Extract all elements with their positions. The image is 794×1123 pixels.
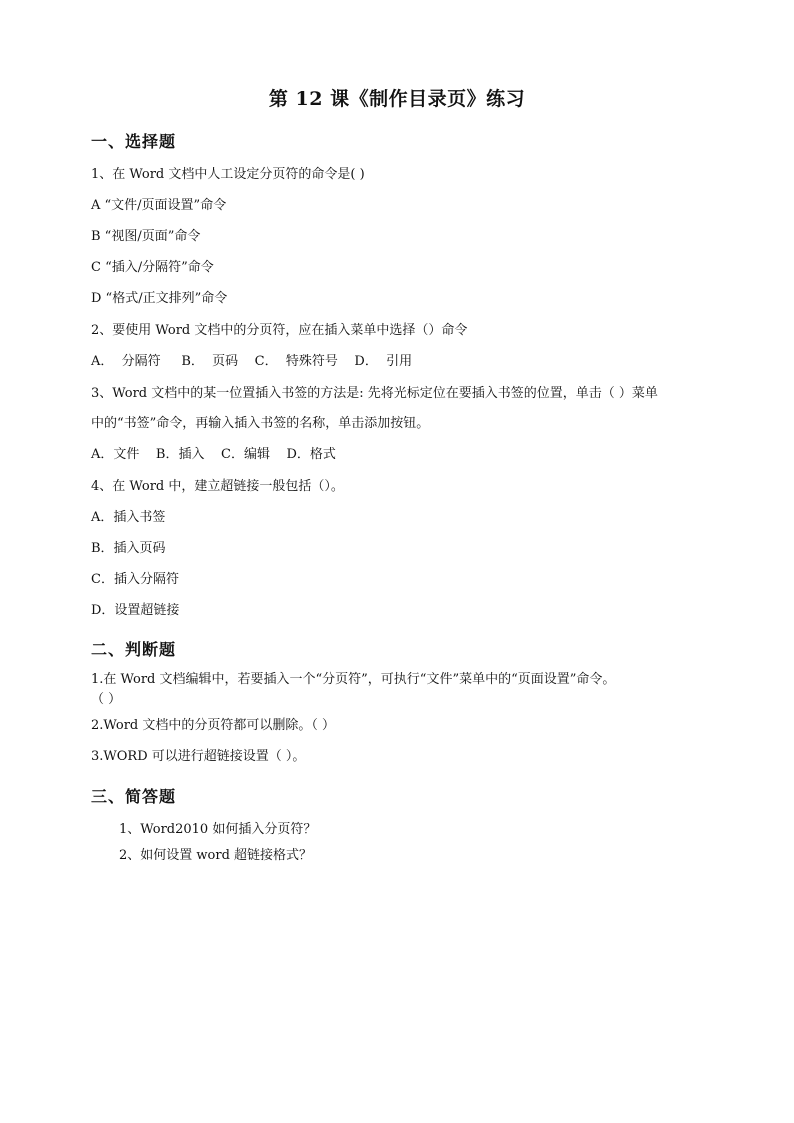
- judge-item-3: 3.WORD 可以进行超链接设置（ ）。: [91, 749, 306, 764]
- question-4-option-d: D．设置超链接: [91, 603, 180, 618]
- section-heading-choice: 一、选择题: [91, 132, 177, 151]
- judge-item-1: 1.在 Word 文档编辑中，若要插入一个“分页符”，可执行“文件”菜单中的“页面设置”命令。: [91, 672, 616, 687]
- judge-item-1-bracket: （ ）: [91, 692, 122, 707]
- question-4-option-a: A．插入书签: [91, 510, 166, 525]
- question-4-stem: 4、在 Word 中，建立超链接一般包括（）。: [91, 479, 344, 494]
- question-1-stem: 1、在 Word 文档中人工设定分页符的命令是( ): [91, 167, 365, 182]
- section-heading-short: 三、简答题: [91, 787, 177, 806]
- section-heading-judge: 二、判断题: [91, 640, 177, 659]
- question-3-options: A．文件 B．插入 C．编辑 D．格式: [91, 447, 336, 462]
- question-1-option-c: C “插入/分隔符”命令: [91, 260, 214, 275]
- question-1-option-d: D “格式/正文排列”命令: [91, 291, 228, 306]
- question-2-options: A． 分隔符 B． 页码 C． 特殊符号 D． 引用: [91, 354, 413, 369]
- short-item-1: 1、Word2010 如何插入分页符？: [119, 822, 317, 837]
- question-3-stem-line-2: 中的“书签”命令，再输入插入书签的名称，单击添加按钮。: [91, 416, 430, 431]
- judge-item-2: 2.Word 文档中的分页符都可以删除。（ ）: [91, 718, 336, 733]
- page-title: 第 12 课《制作目录页》练习: [268, 88, 526, 110]
- question-4-option-c: C．插入分隔符: [91, 572, 179, 587]
- short-item-2: 2、如何设置 word 超链接格式？: [119, 848, 313, 863]
- question-2-stem: 2、要使用 Word 文档中的分页符，应在插入菜单中选择（）命令: [91, 323, 468, 338]
- question-1-option-b: B “视图/页面”命令: [91, 229, 201, 244]
- question-3-stem-line-1: 3、Word 文档中的某一位置插入书签的方法是: 先将光标定位在要插入书签的位置，单击（ ）菜单: [91, 386, 658, 401]
- question-4-option-b: B．插入页码: [91, 541, 166, 556]
- question-1-option-a: A “文件/页面设置”命令: [91, 198, 227, 213]
